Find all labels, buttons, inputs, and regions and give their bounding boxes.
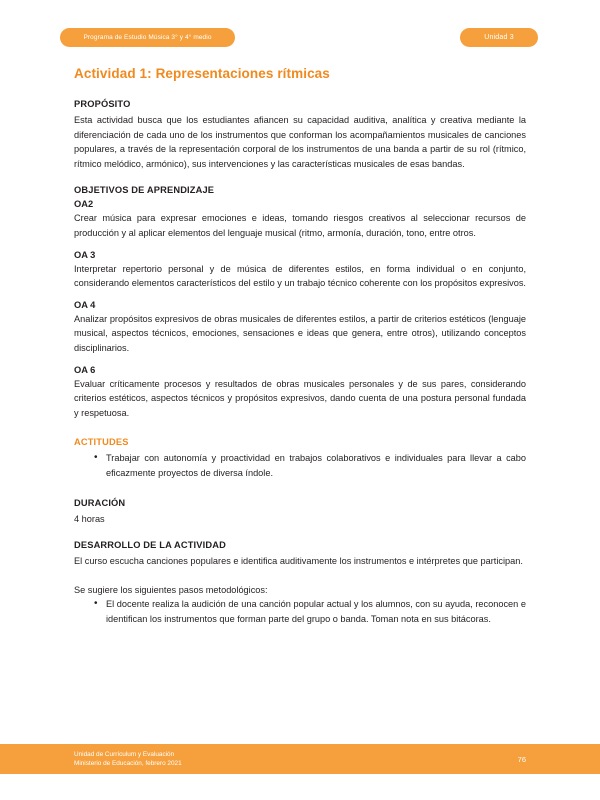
text-pasos-intro: Se sugiere los siguientes pasos metodológicos:	[74, 584, 268, 595]
program-header-band	[60, 28, 235, 47]
document-content	[74, 66, 526, 626]
list-item: • El docente realiza la audición de una canción popular actual y los alumnos, con su ayuda, reconocen e identifican los instrumentos que forman parte del grupo o banda. Toman nota en sus bitácoras.	[94, 597, 526, 626]
footer-band	[0, 744, 600, 774]
heading-desarrollo: DESARROLLO DE LA ACTIVIDAD	[74, 540, 226, 551]
unit-badge-label: Unidad 3	[484, 34, 514, 41]
list-item: • Trabajar con autonomía y proactividad en trabajos colaborativos e individuales para llevar a cabo eficazmente proyectos de diversa índole.	[94, 451, 526, 480]
footer-line-2: Ministerio de Educación, febrero 2021	[74, 760, 182, 767]
heading-actitudes: ACTITUDES	[74, 437, 129, 448]
text-desarrollo: El curso escucha canciones populares e identifica auditivamente los instrumentos e intérpretes que participan.	[74, 556, 523, 567]
duracion-value: 4 horas	[74, 513, 105, 524]
oa-code-1: OA 3	[74, 249, 96, 260]
pasos-list	[74, 597, 526, 626]
heading-proposito: PROPÓSITO	[74, 99, 131, 109]
page-number: 76	[517, 754, 526, 764]
oa-text-2: Analizar propósitos expresivos de obras musicales de diferentes estilos, a partir de criterios estéticos (lenguaje musical, aspectos técnicos, emociones, sensaciones e ideas que genera, entre otros), utilizando conceptos disciplinarios.	[74, 313, 526, 353]
heading-objetivos: OBJETIVOS DE APRENDIZAJE	[74, 185, 215, 196]
actitudes-list	[74, 451, 526, 480]
oa-code-0: OA2	[74, 199, 94, 210]
heading-duracion: DURACIÓN	[74, 497, 126, 508]
oa-code-2: OA 4	[74, 299, 96, 310]
oa-text-0: Crear música para expresar emociones e ideas, tomando riesgos creativos al seleccionar recursos de producción y al aplicar elementos del lenguaje musical (ritmo, armonía, duración, tono, entre otros.	[74, 213, 526, 238]
footer-institution	[74, 750, 182, 769]
oa-text-3: Evaluar críticamente procesos y resultados de obras musicales personales y de sus pares, considerando criterios estéticos, aspectos técnicos y propósitos expresivos, dando cuenta de una postura personal fundada y respetuosa.	[74, 378, 526, 418]
oa-code-3: OA 6	[74, 364, 96, 375]
program-header-label: Programa de Estudio Música 3° y 4° medio	[83, 34, 212, 41]
page-title: Actividad 1: Representaciones rítmicas	[74, 66, 330, 81]
footer-line-1: Unidad de Currículum y Evaluación	[74, 750, 175, 758]
text-proposito: Esta actividad busca que los estudiantes afiancen su capacidad auditiva, analítica y creativa mediante la diferenciación de cada uno de los instrumentos que conforman los acompañamientos musicales de canciones populares, a través de la representación corporal de los instrumentos de una banda a partir de su rol (rítmico, rítmico melódico, armónico), sus intervenciones y las características musicales de esas bandas.	[74, 115, 526, 169]
oa-text-1: Interpretar repertorio personal y de música de diferentes estilos, en forma individual o en conjunto, considerando elementos característicos del estilo y un trabajo técnico coherente con los propósitos expresivos.	[74, 263, 526, 289]
unit-badge	[460, 28, 538, 47]
